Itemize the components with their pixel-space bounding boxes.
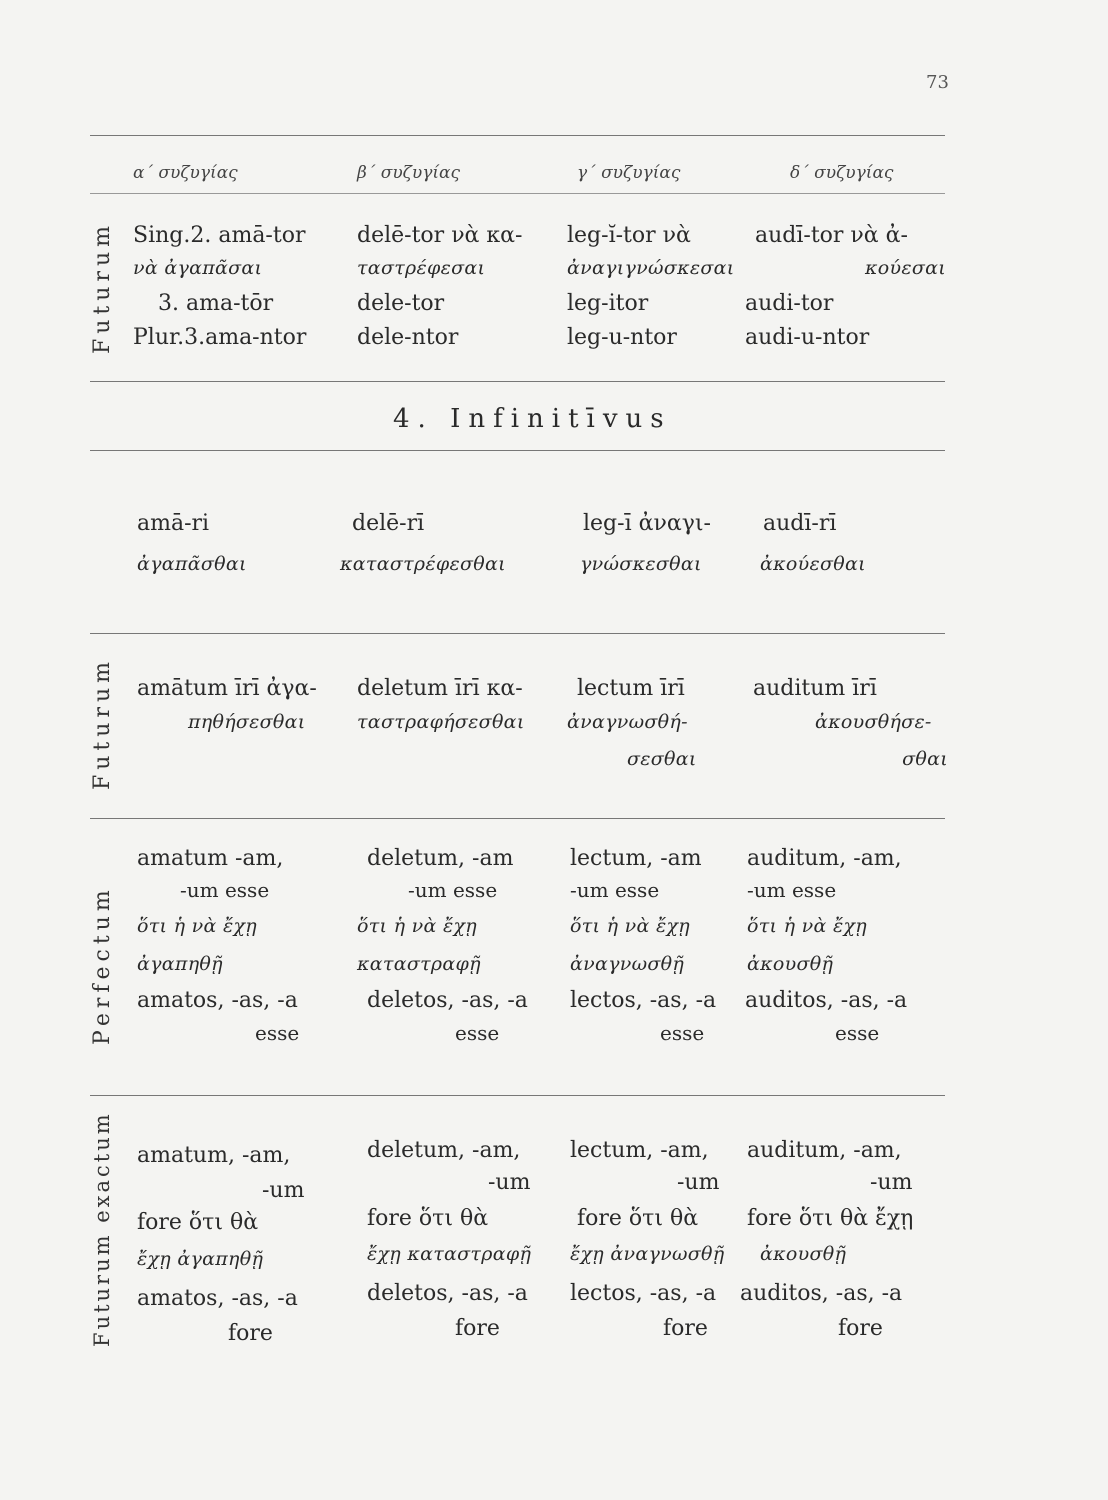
- inffut-r3-c3: σεσθαι: [627, 748, 697, 770]
- fut-r4-c2: dele-ntor: [357, 325, 459, 350]
- fut-r3-c4: audi-tor: [745, 291, 834, 316]
- inffut-r2-c1: πηθήσεσθαι: [188, 711, 306, 733]
- perf-r3-c4: ὅτι ἡ νὰ ἔχῃ: [747, 915, 867, 937]
- inf-r1-c1: amā-ri: [137, 511, 210, 536]
- fut-r4-c1: Plur.3.ama-ntor: [133, 325, 307, 350]
- page-number: 73: [926, 72, 949, 93]
- inf-r2-c4: ἀκούεσθαι: [760, 553, 866, 575]
- fut-r1-c3: leg-ĭ-tor νὰ: [567, 223, 691, 248]
- inf-r2-c2: καταστρέφεσθαι: [340, 553, 506, 575]
- fut-r2-c3: ἀναγιγνώσκεσαι: [567, 257, 735, 279]
- rule-section-title: [90, 450, 945, 451]
- perfectum-label: Perfectum: [90, 885, 115, 1045]
- rule-top: [90, 135, 945, 136]
- perf-r2-c4: -um esse: [747, 878, 837, 902]
- fex-r3-c3: fore ὅτι θὰ: [577, 1206, 699, 1231]
- perf-r2-c2: -um esse: [408, 878, 498, 902]
- inffut-r1-c2: deletum īrī κα-: [357, 676, 523, 701]
- inffut-r3-c4: σθαι: [902, 748, 948, 770]
- perf-r2-c3: -um esse: [570, 878, 660, 902]
- fex-r6-c3: fore: [663, 1316, 708, 1341]
- fut-r1-c1: Sing.2. amā-tor: [133, 223, 306, 248]
- perf-r6-c3: esse: [660, 1021, 705, 1045]
- inffut-r2-c3: ἀναγνωσθή-: [567, 711, 688, 733]
- inf-r1-c4: audī-rī: [763, 511, 837, 536]
- section-title: 4. Infinitīvus: [393, 404, 672, 434]
- inf-futurum-label: Futurum: [90, 657, 115, 790]
- inffut-r1-c1: amātum īrī ἀγα-: [137, 676, 317, 701]
- perf-r6-c2: esse: [455, 1021, 500, 1045]
- perf-r1-c2: deletum, -am: [367, 846, 514, 871]
- rule-header: [90, 193, 945, 194]
- inf-r1-c3: leg-ī ἀναγι-: [583, 511, 711, 536]
- fut-r2-c1: νὰ ἀγαπᾶσαι: [133, 257, 263, 279]
- fex-r5-c3: lectos, -as, -a: [570, 1281, 717, 1306]
- perf-r1-c3: lectum, -am: [570, 846, 702, 871]
- inffut-r2-c4: ἀκουσθήσε-: [815, 711, 932, 733]
- perf-r1-c4: auditum, -am,: [747, 846, 902, 871]
- rule-inf-present-end: [90, 633, 945, 634]
- header-col-3: γ΄ συζυγίας: [577, 163, 681, 183]
- rule-inf-futurum-end: [90, 818, 945, 819]
- perf-r3-c2: ὅτι ἡ νὰ ἔχῃ: [357, 915, 477, 937]
- fut-r1-c4: audī-tor νὰ ἀ-: [755, 223, 908, 248]
- perf-r5-c2: deletos, -as, -a: [367, 988, 528, 1013]
- fex-r5-c4: auditos, -as, -a: [740, 1281, 903, 1306]
- fex-r4-c3: ἔχῃ ἀναγνωσθῇ: [570, 1243, 725, 1265]
- fex-r3-c4: fore ὅτι θὰ ἔχῃ: [747, 1206, 914, 1231]
- inf-r1-c2: delē-rī: [352, 511, 425, 536]
- inffut-r1-c4: auditum īrī: [753, 676, 877, 701]
- fex-r2-c1: -um: [262, 1178, 305, 1203]
- fex-r1-c4: auditum, -am,: [747, 1138, 902, 1163]
- inffut-r1-c3: lectum īrī: [577, 676, 685, 701]
- fut-r3-c3: leg-itor: [567, 291, 649, 316]
- futurum-exactum-label: Futurum exactum: [90, 1111, 114, 1347]
- fut-r4-c4: audi-u-ntor: [745, 325, 870, 350]
- inffut-r2-c2: ταστραφήσεσθαι: [357, 711, 525, 733]
- perf-r6-c4: esse: [835, 1021, 880, 1045]
- fut-r4-c3: leg-u-ntor: [567, 325, 677, 350]
- fut-r3-c1: 3. ama-tōr: [158, 291, 274, 316]
- perf-r6-c1: esse: [255, 1021, 300, 1045]
- fut-r3-c2: dele-tor: [357, 291, 445, 316]
- header-col-4: δ΄ συζυγίας: [790, 163, 894, 183]
- fex-r3-c2: fore ὅτι θὰ: [367, 1206, 489, 1231]
- fex-r3-c1: fore ὅτι θὰ: [137, 1210, 259, 1235]
- perf-r3-c1: ὅτι ἡ νὰ ἔχῃ: [137, 915, 257, 937]
- fex-r1-c3: lectum, -am,: [570, 1138, 709, 1163]
- fex-r4-c4: ἀκουσθῇ: [760, 1243, 847, 1265]
- rule-futurum-end: [90, 381, 945, 382]
- perf-r2-c1: -um esse: [180, 878, 270, 902]
- fex-r1-c1: amatum, -am,: [137, 1143, 291, 1168]
- fex-r6-c1: fore: [228, 1321, 273, 1346]
- fex-r5-c2: deletos, -as, -a: [367, 1281, 528, 1306]
- perf-r1-c1: amatum -am,: [137, 846, 284, 871]
- perf-r5-c3: lectos, -as, -a: [570, 988, 717, 1013]
- header-col-2: β΄ συζυγίας: [357, 163, 461, 183]
- fex-r1-c2: deletum, -am,: [367, 1138, 521, 1163]
- fex-r2-c4: -um: [870, 1170, 913, 1195]
- fex-r4-c1: ἔχῃ ἀγαπηθῇ: [137, 1248, 264, 1270]
- fex-r6-c2: fore: [455, 1316, 500, 1341]
- fut-r2-c2: ταστρέφεσαι: [357, 257, 486, 279]
- fut-r2-c4: κούεσαι: [865, 257, 946, 279]
- perf-r4-c1: ἀγαπηθῇ: [137, 953, 223, 975]
- fex-r5-c1: amatos, -as, -a: [137, 1286, 298, 1311]
- rule-perfectum-end: [90, 1095, 945, 1096]
- fex-r4-c2: ἔχῃ καταστραφῇ: [367, 1243, 532, 1265]
- futurum-label: Futurum: [90, 221, 115, 354]
- perf-r4-c3: ἀναγνωσθῇ: [570, 953, 685, 975]
- header-col-1: α΄ συζυγίας: [133, 163, 238, 183]
- fex-r6-c4: fore: [838, 1316, 883, 1341]
- inf-r2-c3: γνώσκεσθαι: [580, 553, 702, 575]
- perf-r5-c4: auditos, -as, -a: [745, 988, 908, 1013]
- fut-r1-c2: delē-tor νὰ κα-: [357, 223, 523, 248]
- fex-r2-c3: -um: [677, 1170, 720, 1195]
- perf-r5-c1: amatos, -as, -a: [137, 988, 298, 1013]
- fex-r2-c2: -um: [488, 1170, 531, 1195]
- perf-r3-c3: ὅτι ἡ νὰ ἔχῃ: [570, 915, 690, 937]
- perf-r4-c2: καταστραφῇ: [357, 953, 481, 975]
- inf-r2-c1: ἀγαπᾶσθαι: [137, 553, 247, 575]
- perf-r4-c4: ἀκουσθῇ: [747, 953, 834, 975]
